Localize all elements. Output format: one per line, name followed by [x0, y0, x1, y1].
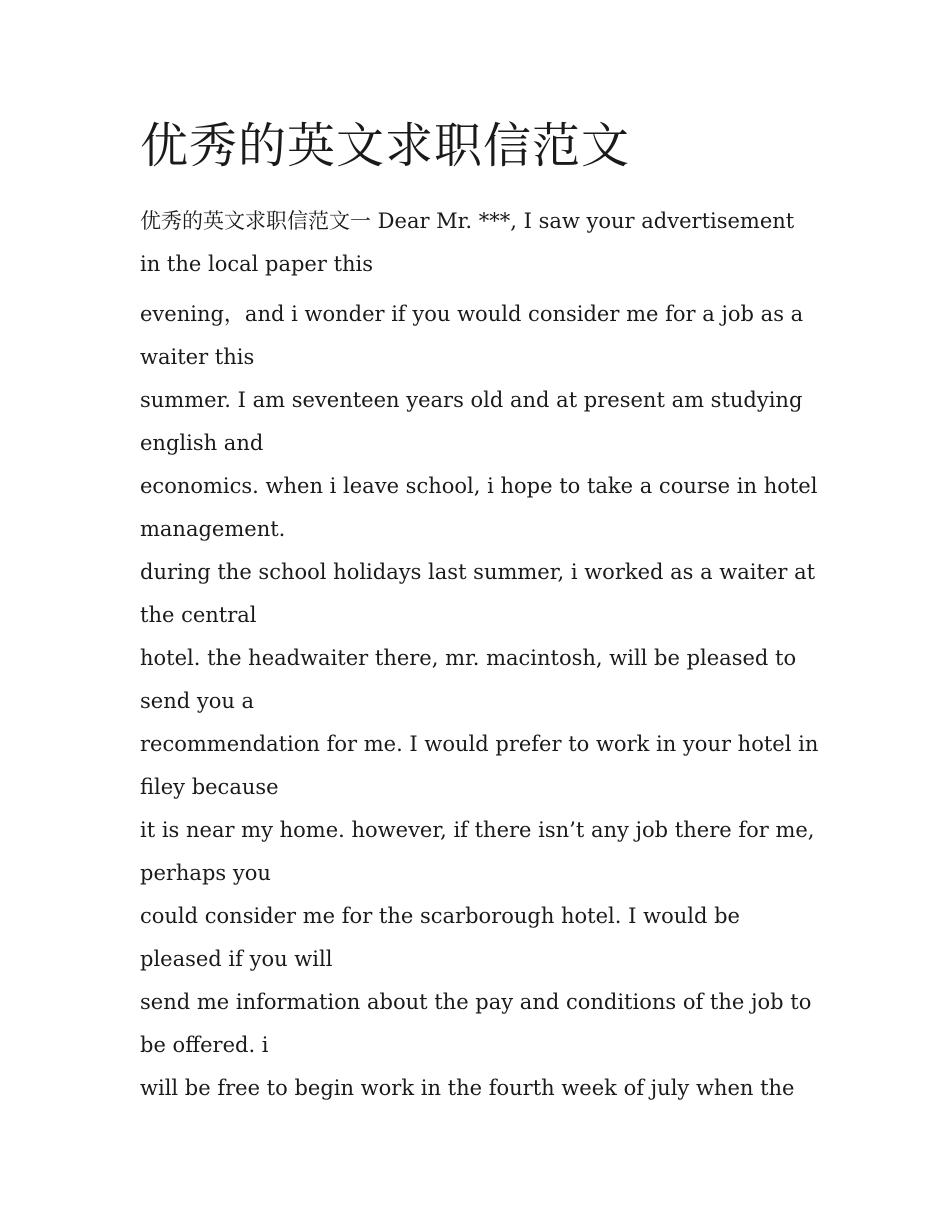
- paragraph-5: during the school holidays last summer, i worked as a waiter at the central: [140, 560, 816, 627]
- paragraph-8: it is near my home. however, if there isn’t any job there for me, perhaps you: [140, 818, 815, 885]
- paragraph-2: evening，and i wonder if you would consider me for a job as a waiter this: [140, 302, 804, 369]
- paragraph-1: 优秀的英文求职信范文一 Dear Mr. ***, I saw your advertisement in the local paper this: [140, 209, 795, 276]
- paragraph-11: will be free to begin work in the fourth week of july when the: [140, 1076, 795, 1100]
- paragraph-4: economics. when i leave school, i hope to take a course in hotel management.: [140, 474, 818, 541]
- paragraph-9: could consider me for the scarborough hotel. I would be pleased if you will: [140, 904, 740, 971]
- document-title: 优秀的英文求职信范文: [140, 118, 631, 174]
- paragraph-10: send me information about the pay and conditions of the job to be offered. i: [140, 990, 812, 1057]
- paragraph-3: summer. I am seventeen years old and at present am studying english and: [140, 388, 803, 455]
- document-page: [140, 112, 820, 1110]
- paragraph-6: hotel. the headwaiter there, mr. macintosh, will be pleased to send you a: [140, 646, 797, 713]
- paragraph-7: recommendation for me. I would prefer to work in your hotel in filey because: [140, 732, 819, 799]
